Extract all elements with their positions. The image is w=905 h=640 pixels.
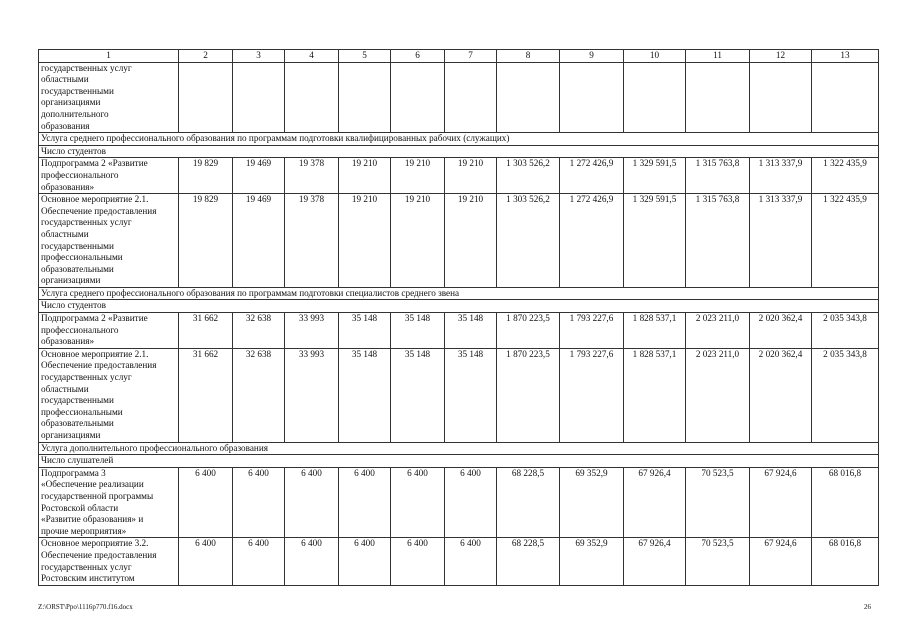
section-title: Услуга среднего профессионального образования по программам подготовки квалифицированных рабочих (служащих) — [39, 133, 879, 146]
value-cell: 35 148 — [391, 313, 445, 349]
value-cell — [285, 62, 339, 133]
value-cell: 70 523,5 — [686, 538, 750, 585]
value-cell: 1 303 526,2 — [497, 158, 560, 194]
value-cell: 19 210 — [391, 194, 445, 288]
value-cell: 33 993 — [285, 313, 339, 349]
value-cell: 67 924,6 — [750, 538, 812, 585]
value-cell: 19 469 — [233, 194, 285, 288]
value-cell: 6 400 — [391, 538, 445, 585]
table-row — [39, 467, 879, 538]
page-number: 26 — [864, 603, 871, 611]
column-header-12: 12 — [750, 50, 812, 63]
value-cell: 6 400 — [285, 467, 339, 538]
value-cell: 2 023 211,0 — [686, 313, 750, 349]
column-header-6: 6 — [391, 50, 445, 63]
value-cell: 68 016,8 — [812, 467, 879, 538]
row-label-cell: Подпрограмма 3 «Обеспечение реализации государственной программы Ростовской области «Развитие образования» и прочие мероприятия» — [39, 467, 179, 538]
value-cell: 1 793 227,6 — [560, 313, 624, 349]
column-header-7: 7 — [445, 50, 497, 63]
section-row — [39, 300, 879, 313]
table-row — [39, 62, 879, 133]
value-cell: 1 313 337,9 — [750, 194, 812, 288]
value-cell: 19 829 — [179, 194, 233, 288]
value-cell — [497, 62, 560, 133]
column-header-11: 11 — [686, 50, 750, 63]
row-label-cell: государственных услуг областными государственными организациями дополнительного образования — [39, 62, 179, 133]
value-cell: 19 210 — [339, 194, 391, 288]
section-row — [39, 145, 879, 158]
value-cell: 19 469 — [233, 158, 285, 194]
value-cell: 70 523,5 — [686, 467, 750, 538]
section-row — [39, 287, 879, 300]
value-cell: 6 400 — [285, 538, 339, 585]
table-row — [39, 348, 879, 442]
value-cell: 1 329 591,5 — [624, 158, 686, 194]
value-cell: 1 322 435,9 — [812, 194, 879, 288]
column-header-4: 4 — [285, 50, 339, 63]
value-cell: 6 400 — [233, 538, 285, 585]
value-cell — [624, 62, 686, 133]
value-cell: 19 378 — [285, 194, 339, 288]
value-cell: 1 272 426,9 — [560, 158, 624, 194]
value-cell: 19 378 — [285, 158, 339, 194]
value-cell — [812, 62, 879, 133]
value-cell: 69 352,9 — [560, 538, 624, 585]
value-cell: 31 662 — [179, 313, 233, 349]
table-row — [39, 194, 879, 288]
value-cell: 33 993 — [285, 348, 339, 442]
value-cell: 1 272 426,9 — [560, 194, 624, 288]
row-label-cell: Подпрограмма 2 «Развитие профессионального образования» — [39, 158, 179, 194]
column-header-5: 5 — [339, 50, 391, 63]
value-cell: 1 870 223,5 — [497, 348, 560, 442]
column-header-10: 10 — [624, 50, 686, 63]
row-label-cell: Основное мероприятие 3.2. Обеспечение предоставления государственных услуг Ростовским институтом — [39, 538, 179, 585]
column-header-1: 1 — [39, 50, 179, 63]
value-cell: 6 400 — [179, 467, 233, 538]
row-label-cell: Основное мероприятие 2.1. Обеспечение предоставления государственных услуг областными государственными профессиональными образовательными организациями — [39, 348, 179, 442]
value-cell — [339, 62, 391, 133]
column-header-9: 9 — [560, 50, 624, 63]
value-cell: 1 303 526,2 — [497, 194, 560, 288]
table-row — [39, 313, 879, 349]
value-cell: 68 228,5 — [497, 538, 560, 585]
value-cell: 6 400 — [179, 538, 233, 585]
value-cell: 1 313 337,9 — [750, 158, 812, 194]
value-cell: 2 035 343,8 — [812, 348, 879, 442]
table-body — [39, 62, 879, 585]
value-cell — [391, 62, 445, 133]
value-cell: 1 828 537,1 — [624, 348, 686, 442]
value-cell: 1 870 223,5 — [497, 313, 560, 349]
value-cell: 2 020 362,4 — [750, 348, 812, 442]
value-cell: 2 035 343,8 — [812, 313, 879, 349]
row-label-cell: Подпрограмма 2 «Развитие профессионального образования» — [39, 313, 179, 349]
value-cell: 6 400 — [233, 467, 285, 538]
section-title: Число студентов — [39, 145, 879, 158]
column-header-8: 8 — [497, 50, 560, 63]
section-row — [39, 455, 879, 468]
table-row — [39, 538, 879, 585]
section-title: Число слушателей — [39, 455, 879, 468]
section-title: Услуга дополнительного профессионального образования — [39, 442, 879, 455]
value-cell: 67 926,4 — [624, 538, 686, 585]
value-cell: 35 148 — [391, 348, 445, 442]
value-cell: 68 228,5 — [497, 467, 560, 538]
value-cell: 19 829 — [179, 158, 233, 194]
column-header-2: 2 — [179, 50, 233, 63]
value-cell: 6 400 — [445, 538, 497, 585]
value-cell — [445, 62, 497, 133]
value-cell: 67 926,4 — [624, 467, 686, 538]
value-cell: 35 148 — [445, 313, 497, 349]
section-row — [39, 133, 879, 146]
column-header-13: 13 — [812, 50, 879, 63]
section-title: Услуга среднего профессионального образования по программам подготовки специалистов среднего звена — [39, 287, 879, 300]
value-cell: 32 638 — [233, 348, 285, 442]
section-row — [39, 442, 879, 455]
value-cell: 2 023 211,0 — [686, 348, 750, 442]
value-cell: 19 210 — [445, 158, 497, 194]
value-cell: 19 210 — [445, 194, 497, 288]
value-cell: 67 924,6 — [750, 467, 812, 538]
value-cell: 2 020 362,4 — [750, 313, 812, 349]
value-cell: 35 148 — [445, 348, 497, 442]
value-cell: 32 638 — [233, 313, 285, 349]
value-cell: 1 793 227,6 — [560, 348, 624, 442]
value-cell: 1 828 537,1 — [624, 313, 686, 349]
value-cell: 1 322 435,9 — [812, 158, 879, 194]
value-cell — [686, 62, 750, 133]
value-cell: 1 329 591,5 — [624, 194, 686, 288]
value-cell: 68 016,8 — [812, 538, 879, 585]
value-cell: 35 148 — [339, 313, 391, 349]
value-cell: 1 315 763,8 — [686, 158, 750, 194]
footer-file-path: Z:\ORST\Ppo\1116p770.f16.docx — [38, 603, 133, 611]
value-cell — [233, 62, 285, 133]
section-title: Число студентов — [39, 300, 879, 313]
value-cell: 19 210 — [391, 158, 445, 194]
value-cell: 31 662 — [179, 348, 233, 442]
table-row — [39, 158, 879, 194]
row-label-cell: Основное мероприятие 2.1. Обеспечение предоставления государственных услуг областными государственными профессиональными образовательными организациями — [39, 194, 179, 288]
value-cell: 6 400 — [445, 467, 497, 538]
value-cell: 6 400 — [339, 538, 391, 585]
value-cell: 1 315 763,8 — [686, 194, 750, 288]
column-number-row — [39, 50, 879, 63]
value-cell: 19 210 — [339, 158, 391, 194]
value-cell: 69 352,9 — [560, 467, 624, 538]
value-cell: 6 400 — [391, 467, 445, 538]
value-cell — [750, 62, 812, 133]
value-cell: 35 148 — [339, 348, 391, 442]
column-header-3: 3 — [233, 50, 285, 63]
value-cell — [179, 62, 233, 133]
budget-table — [38, 49, 879, 586]
value-cell — [560, 62, 624, 133]
value-cell: 6 400 — [339, 467, 391, 538]
